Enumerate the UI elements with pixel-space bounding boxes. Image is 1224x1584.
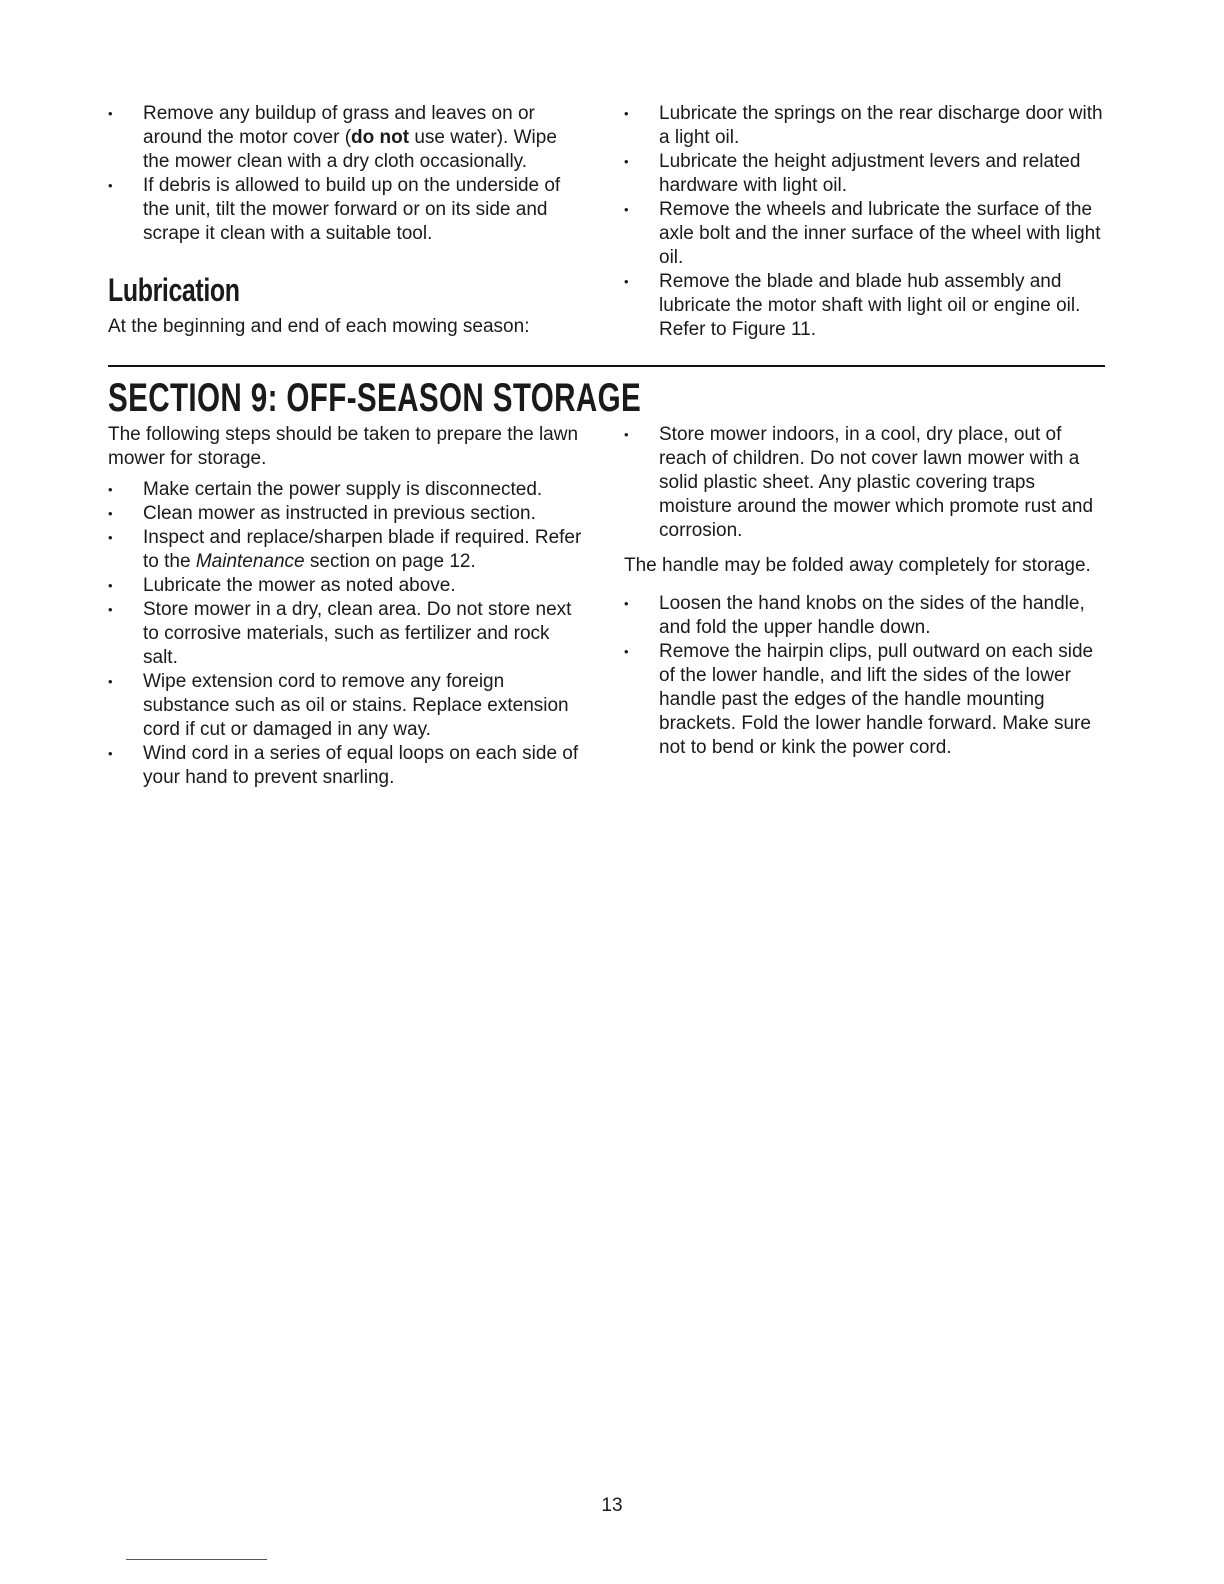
list-item: • Remove the wheels and lubricate the surface of the axle bolt and the inner surface of the wheel with light oil.	[624, 198, 1106, 270]
list-item: • Store mower in a dry, clean area. Do not store next to corrosive materials, such as fertilizer and rock salt.	[108, 598, 586, 670]
section-title: SECTION 9: OFF-SEASON STORAGE	[108, 376, 642, 420]
cleaning-column	[108, 102, 586, 339]
footer-line	[126, 1559, 267, 1560]
storage-left-column	[108, 423, 586, 790]
list-item: • If debris is allowed to build up on the underside of the unit, tilt the mower forward or on its side and scrape it clean with a suitable tool.	[108, 174, 586, 246]
list-item: • Loosen the hand knobs on the sides of the handle, and fold the upper handle down.	[624, 592, 1106, 640]
list-item: • Wind cord in a series of equal loops on each side of your hand to prevent snarling.	[108, 742, 586, 790]
storage-intro: The following steps should be taken to prepare the lawn mower for storage.	[108, 424, 579, 469]
list-item: • Lubricate the springs on the rear discharge door with a light oil.	[624, 102, 1106, 150]
bold-text: do not	[351, 127, 410, 148]
handle-text: The handle may be folded away completely for storage.	[624, 555, 1091, 576]
section-divider	[108, 365, 1105, 367]
list-item: • Remove the hairpin clips, pull outward on each side of the lower handle, and lift the sides of the lower handle past the edges of the handle mounting brackets. Fold the lower handle forward. Make sure not to bend or kink the power cord.	[624, 640, 1106, 760]
storage-right-column	[624, 423, 1106, 760]
list-item: • Remove the blade and blade hub assembly and lubricate the motor shaft with light oil or engine oil. Refer to Figure 11.	[624, 270, 1106, 342]
italic-text: Maintenance	[195, 551, 305, 572]
list-item: • Remove any buildup of grass and leaves on or around the motor cover (do not use water). Wipe the mower clean with a dry cloth occasionally.	[108, 102, 586, 174]
lubrication-intro: At the beginning and end of each mowing season:	[108, 316, 530, 337]
list-item: • Store mower indoors, in a cool, dry place, out of reach of children. Do not cover lawn mower with a solid plastic sheet. Any plastic covering traps moisture around the mower which promote rust and corrosion.	[624, 423, 1106, 543]
lubrication-heading: Lubrication	[108, 272, 240, 308]
list-item: • Wipe extension cord to remove any foreign substance such as oil or stains. Replace extension cord if cut or damaged in any way.	[108, 670, 586, 742]
list-item: • Lubricate the height adjustment levers and related hardware with light oil.	[624, 150, 1106, 198]
page-number: 13	[601, 1495, 623, 1516]
list-item: • Make certain the power supply is disconnected.	[108, 478, 586, 502]
lubrication-column	[624, 102, 1106, 342]
list-item: • Clean mower as instructed in previous section.	[108, 502, 586, 526]
list-item: • Lubricate the mower as noted above.	[108, 574, 586, 598]
list-item: • Inspect and replace/sharpen blade if required. Refer to the Maintenance section on page 12.	[108, 526, 586, 574]
